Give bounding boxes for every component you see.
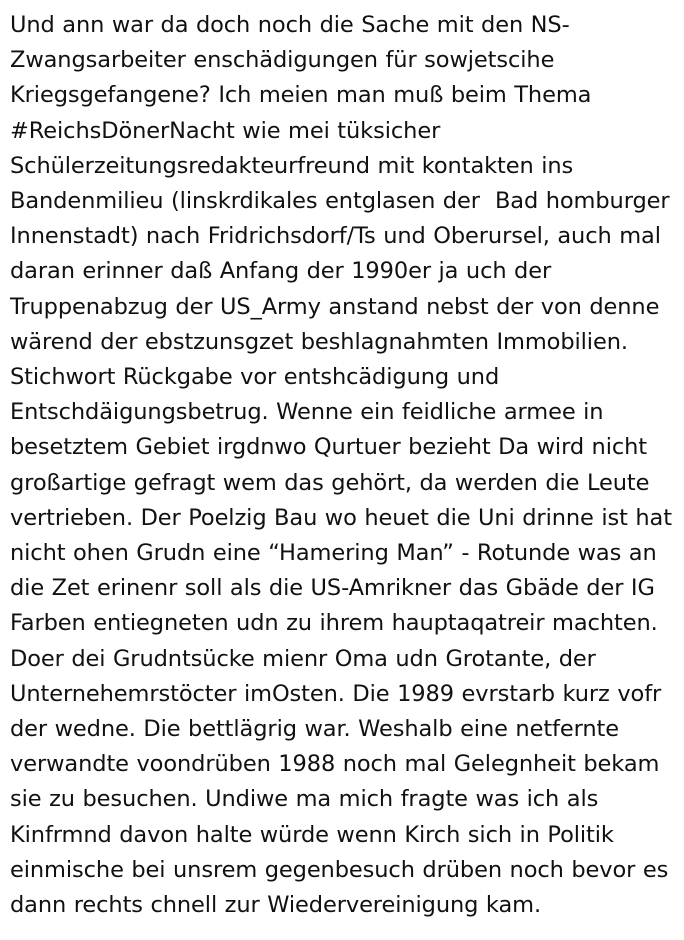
document-body-text: Und ann war da doch noch die Sache mit den NS-Zwangsarbeiter enschädigungen für sowjetscihe Kriegsgefangene? Ich meien man muß beim Thema #ReichsDönerNacht wie mei tüksicher Schülerzeitungsredakteurfreund mit kontakten ins Bandenmilieu (linskrdikales entglasen der Bad homburger Innenstadt) nach Fridrichsdorf/Ts und Oberursel, auch mal daran erinner daß Anfang der 1990er ja uch der Truppenabzug der US_Army anstand nebst der von denne wärend der ebstzunsgzet beshlagnahmten Immobilien. Stichwort Rückgabe vor entshcädigung und Entschdäigungsbetrug. Wenne ein feidliche armee in besetztem Gebiet irgdnwo Qurtuer bezieht Da wird nicht großartige gefragt wem das gehört, da werden die Leute vertrieben. Der Poelzig Bau wo heuet die Uni drinne ist hat nicht ohen Grudn eine “Hamering Man” - Rotunde was an die Zet erinenr soll als die US-Amrikner das Gbäde der IG Farben entiegneten udn zu ihrem hauptaqatreir machten. Doer dei Grudntsücke mienr Oma udn Grotante, der Unternehemrstöcter imOsten. Die 1989 evrstarb kurz vofr der wedne. Die bettlägrig war. Weshalb eine netfernte verwandte voondrüben 1988 noch mal Gelegnheit bekam sie zu besuchen. Undiwe ma mich fragte was ich als Kinfrmnd davon halte würde wenn Kirch sich in Politik einmische bei unsrem gegenbesuch drüben noch bevor es dann rechts chnell zur Wiedervereinigung kam. [10, 12, 680, 919]
